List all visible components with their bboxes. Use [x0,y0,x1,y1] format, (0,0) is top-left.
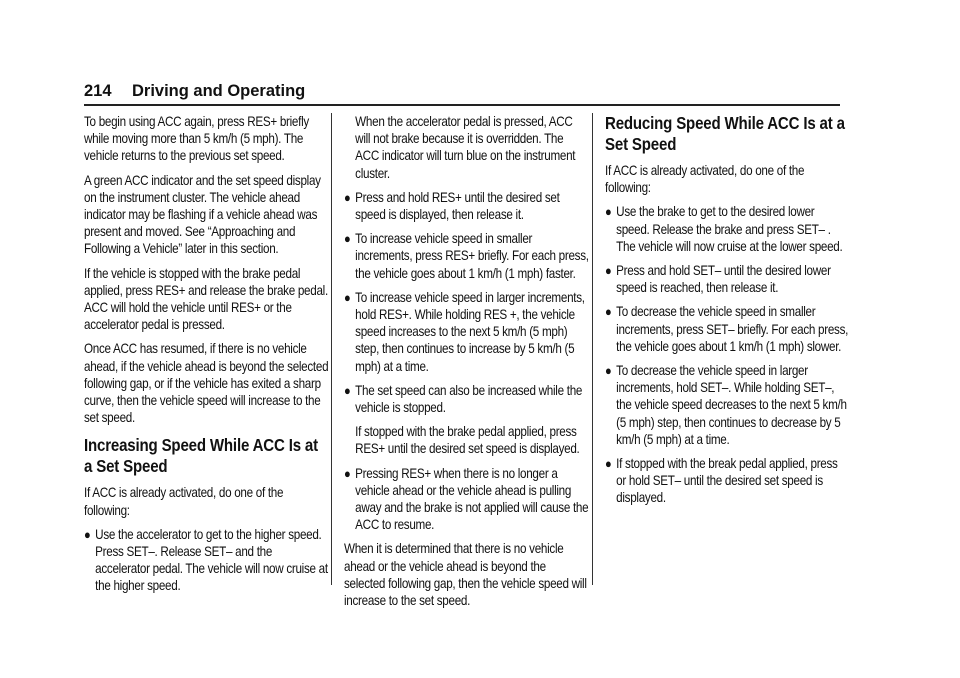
section-title: Driving and Operating [132,82,306,100]
list-item [84,526,329,595]
list-item-text: To increase vehicle speed in smaller increments, press RES+ briefly. For each press, the vehicle goes about 1 km/h (1 mph) faster. [355,231,589,281]
paragraph: A green ACC indicator and the set speed display on the instrument cluster. The vehicle ahead indicator may be flashing if a vehicle ahead was present and moved. See “Approaching and Following a Vehicle” later in this section. [84,172,321,257]
list-item-text: To decrease the vehicle speed in smaller increments, press SET– briefly. For each press, the vehicle goes about 1 km/h (1 mph) slower. [616,304,849,354]
list-item-text: Use the brake to get to the desired lower speed. Release the brake and press SET– . The vehicle will now cruise at the lower speed. [616,204,843,254]
subheading-increasing-speed: Increasing Speed While ACC Is at a Set Speed [84,435,318,477]
bullet-icon: ● [605,204,612,220]
paragraph: To begin using ACC again, press RES+ briefly while moving more than 5 km/h (5 mph). The vehicle returns to the previous set speed. [84,114,309,164]
column-1 [84,113,329,602]
list-item [344,230,589,282]
bullet-icon: ● [605,304,612,320]
page-number: 214 [84,82,112,100]
bullet-icon: ● [605,456,612,472]
list-item [344,382,589,416]
list-item-text: Press and hold RES+ until the desired set speed is displayed, then release it. [355,189,560,223]
column-divider-1 [331,113,332,585]
column-divider-2 [592,113,593,585]
bullet-icon: ● [605,363,612,379]
paragraph: Once ACC has resumed, if there is no vehicle ahead, if the vehicle ahead is beyond the selected following gap, or if the vehicle has exited a sharp curve, then the vehicle speed will increase to the set speed. [84,341,329,426]
bullet-icon: ● [84,526,91,542]
paragraph: When it is determined that there is no vehicle ahead or the vehicle ahead is beyond the selected following gap, then the vehicle speed will increase to the set speed. [344,541,587,609]
list-item-text: Use the accelerator to get to the higher speed. Press SET–. Release SET– and the accelerator pedal. The vehicle will now cruise at the higher speed. [95,526,328,594]
list-item [605,262,850,296]
bullet-list [344,189,589,416]
list-item [605,303,850,355]
bullet-icon: ● [344,231,351,247]
bullet-list [344,465,589,534]
bullet-icon: ● [605,263,612,279]
list-item [344,465,589,534]
column-2 [344,113,589,616]
paragraph: If the vehicle is stopped with the brake pedal applied, press RES+ and release the brake pedal. ACC will hold the vehicle until RES+ or the accelerator pedal is pressed. [84,265,328,333]
list-item-text: Pressing RES+ when there is no longer a vehicle ahead or the vehicle ahead is pulling away and the brake is not applied will cause the ACC to resume. [355,465,589,533]
page-header [84,82,840,106]
paragraph: If ACC is already activated, do one of the following: [84,485,284,518]
list-item-text: Press and hold SET– until the desired lower speed is reached, then release it. [616,263,831,296]
bullet-icon: ● [344,189,351,205]
bullet-icon: ● [344,289,351,305]
paragraph: If ACC is already activated, do one of the following: [605,163,805,196]
subheading-reducing-speed: Reducing Speed While ACC Is at a Set Speed [605,113,845,154]
bullet-icon: ● [344,382,351,398]
list-item-text: To decrease the vehicle speed in larger increments, hold SET–. While holding SET–, the vehicle speed decreases to the next 5 km/h (5 mph) step, then continues to decrease by 5 km/h (5 mph) at a time. [616,363,847,447]
list-item [605,203,850,255]
list-item-text: To increase vehicle speed in larger increments, hold RES+. While holding RES +, the vehicle speed increases to the next 5 km/h (5 mph) step, then continues to increase by 5 km/h (5 mph) at a time. [355,289,585,374]
list-item [344,289,589,375]
bullet-icon: ● [344,465,351,481]
column-3 [605,113,850,514]
list-item [344,189,589,223]
list-item [605,362,850,448]
list-item-text: If stopped with the break pedal applied, press or hold SET– until the desired set speed is displayed. [616,456,838,506]
bullet-list [605,203,850,506]
list-item-text: The set speed can also be increased while the vehicle is stopped. [355,382,583,416]
paragraph: When the accelerator pedal is pressed, ACC will not brake because it is overridden. The ACC indicator will turn blue on the instrument cluster. [355,114,576,181]
bullet-list [84,526,329,595]
list-item [605,455,850,507]
paragraph: If stopped with the brake pedal applied, press RES+ until the desired set speed is displayed. [355,424,580,457]
